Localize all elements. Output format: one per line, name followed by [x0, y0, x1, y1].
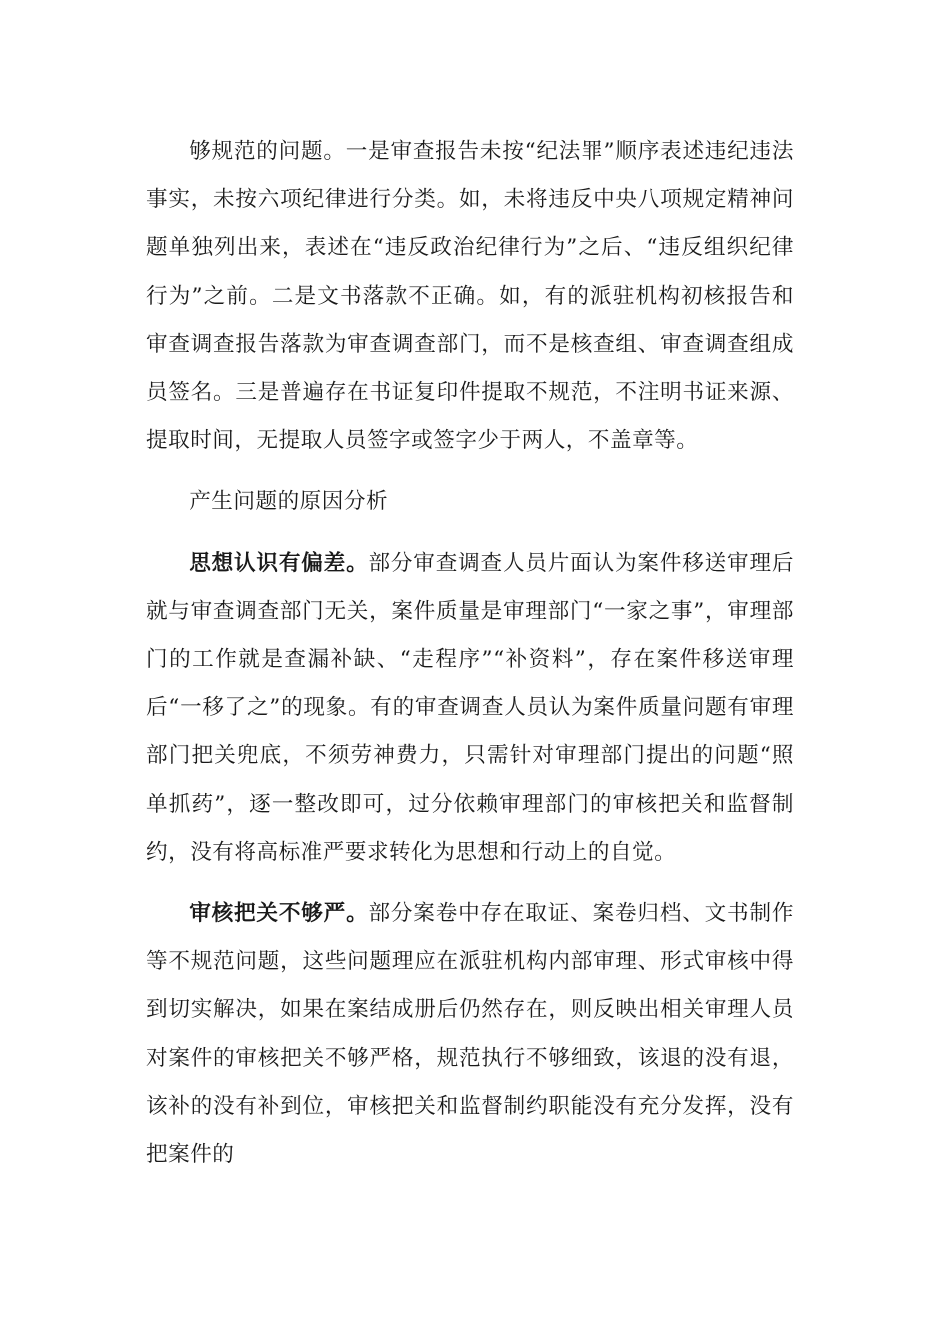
paragraph-problems-continued	[146, 128, 794, 465]
paragraph-review-not-strict	[146, 890, 794, 1179]
paragraph-text: 部分审查调查人员片面认为案件移送审理后就与审查调查部门无关，案件质量是审理部门“一家之事”，审理部门的工作就是查漏补缺、“走程序”“补资料”，存在案件移送审理后“一移了之”的现象。有的审查调查人员认为案件质量问题有审理部门把关兜底，不须劳神费力，只需针对审理部门提出的问题“照单抓药”，逐一整改即可，过分依赖审理部门的审核把关和监督制约，没有将高标准严要求转化为思想和行动上的自觉。	[146, 550, 794, 865]
section-heading-cause-analysis	[146, 478, 794, 526]
paragraph-text: 部分案卷中存在取证、案卷归档、文书制作等不规范问题，这些问题理应在派驻机构内部审理、形式审核中得到切实解决，如果在案结成册后仍然存在，则反映出相关审理人员对案件的审核把关不够严格，规范执行不够细致，该退的没有退，该补的没有补到位，审核把关和监督制约职能没有充分发挥，没有把案件的	[146, 901, 794, 1168]
paragraph-lead-bold: 审核把关不够严。	[189, 901, 369, 927]
paragraph-ideological-understanding	[146, 540, 794, 877]
paragraph-text: 够规范的问题。一是审查报告未按“纪法罪”顺序表述违纪违法事实，未按六项纪律进行分类。如，未将违反中央八项规定精神问题单独列出来，表述在“违反政治纪律行为”之后、“违反组织纪律行为”之前。二是文书落款不正确。如，有的派驻机构初核报告和审查调查报告落款为审查调查部门，而不是核查组、审查调查组成员签名。三是普遍存在书证复印件提取不规范，不注明书证来源、提取时间，无提取人员签字或签字少于两人，不盖章等。	[146, 139, 794, 454]
section-heading-text: 产生问题的原因分析	[189, 489, 389, 515]
document-body	[146, 128, 794, 1179]
paragraph-lead-bold: 思想认识有偏差。	[189, 550, 369, 576]
